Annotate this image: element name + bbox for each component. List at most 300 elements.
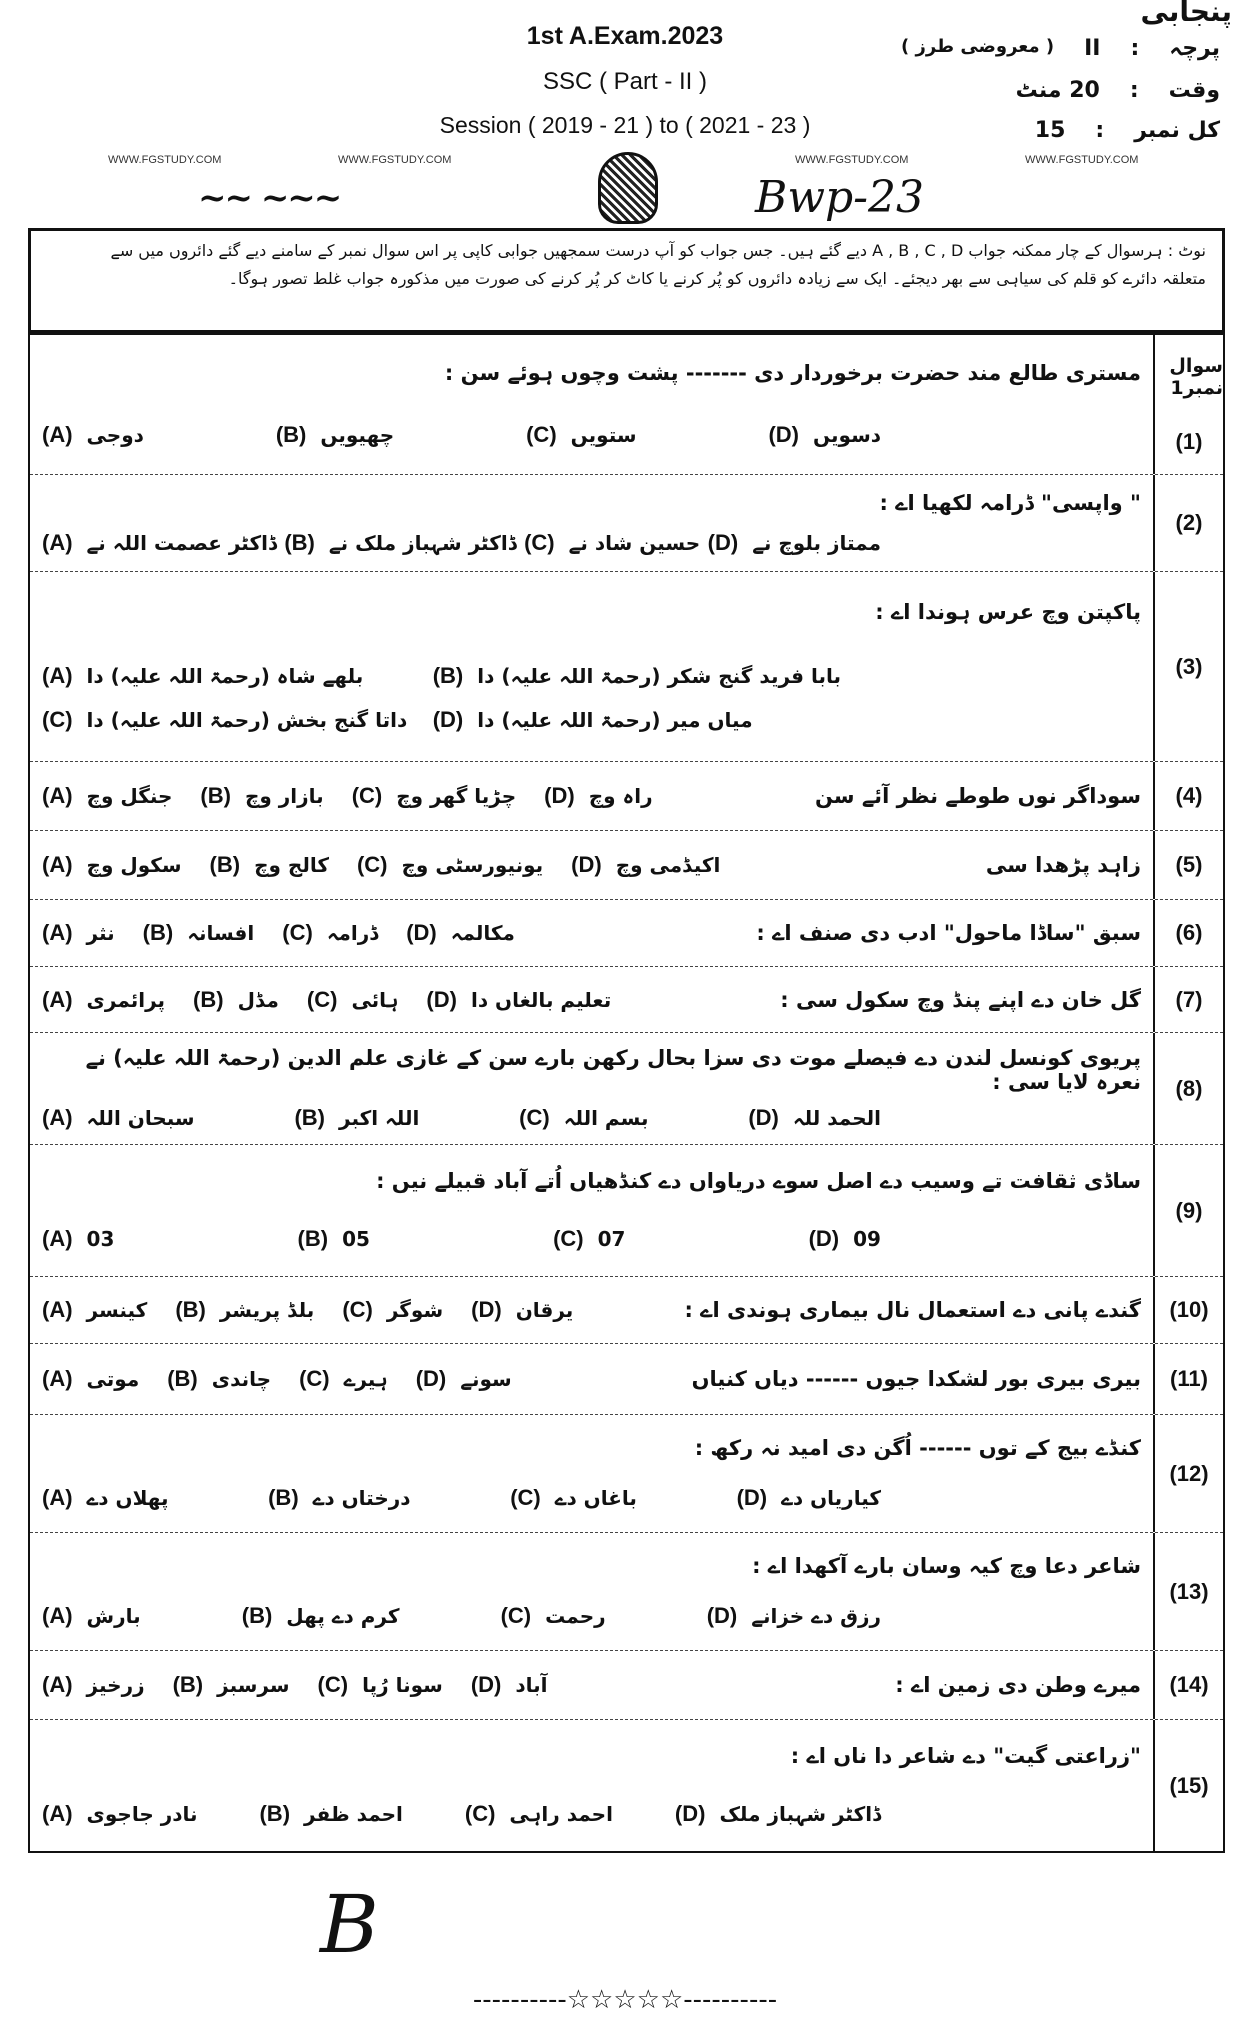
class-label: SSC ( Part - II ) xyxy=(542,68,707,95)
options xyxy=(42,1603,1141,1629)
option-label: (D) xyxy=(808,1225,840,1251)
option-c xyxy=(510,1485,637,1511)
option-text: 09 xyxy=(853,1226,881,1251)
option-label: (B) xyxy=(284,529,315,555)
question-number-text: (6) xyxy=(1175,920,1203,945)
option-label: (D) xyxy=(471,1297,502,1322)
option-a xyxy=(42,1105,195,1131)
option-label: (A) xyxy=(42,1104,73,1130)
options xyxy=(42,422,1141,448)
option-d xyxy=(416,1366,512,1392)
time-label: وقت xyxy=(1168,78,1220,103)
option-label: (C) xyxy=(510,1485,541,1511)
option-c xyxy=(501,1603,606,1629)
question-text: پریوی کونسل لندن دے فیصلے موت دی سزا بحال رکھن بارے سن کے غازی علم الدین (رحمۃ اللہ علیہ) نے نعرہ لایا سی : xyxy=(85,1046,1141,1095)
option-text: پرائمری xyxy=(86,987,166,1012)
option-text: الحمد للہ xyxy=(792,1105,881,1130)
option-b xyxy=(175,1297,314,1323)
option-label: (D) xyxy=(674,1800,706,1826)
option-text: تعلیم بالغاں دا xyxy=(470,987,612,1012)
handwritten-scribble: ~~ ~~~ xyxy=(198,178,341,218)
options xyxy=(42,1672,548,1698)
option-text: ستویں xyxy=(570,422,637,447)
option-label: (A) xyxy=(42,1225,73,1251)
question-body xyxy=(30,1533,1153,1650)
options xyxy=(42,1297,573,1323)
question-number xyxy=(1153,831,1223,899)
option-text: درختاں دے xyxy=(312,1486,411,1511)
question-number xyxy=(1153,1651,1223,1719)
option-a xyxy=(42,663,433,689)
signature: B xyxy=(320,1878,379,1971)
option-label: (C) xyxy=(299,1366,330,1391)
option-b xyxy=(433,663,841,689)
option-label: (C) xyxy=(282,920,313,945)
question-text: سبق "ساڈا ماحول" ادب دی صنف اے : xyxy=(756,921,1141,945)
option-text: بابا فرید گنج شکر (رحمۃ اللہ علیہ) دا xyxy=(477,664,841,689)
option-label: (A) xyxy=(42,986,73,1012)
option-text: نادر جاجوی xyxy=(86,1801,198,1826)
question-body xyxy=(30,475,1153,571)
question-text: شاعر دعا وچ کیہ وسان بارے آکھدا اے : xyxy=(752,1553,1141,1578)
question-number xyxy=(1153,475,1223,571)
question-body xyxy=(30,967,1153,1032)
options xyxy=(42,1485,1141,1511)
option-text: جنگل وچ xyxy=(86,784,173,808)
option-label: (B) xyxy=(193,986,224,1012)
option-a xyxy=(42,783,172,809)
option-text: دسویں xyxy=(813,422,881,447)
option-label: (D) xyxy=(432,707,464,733)
question-text: گل خان دے اپنے پنڈ وچ سکول سی : xyxy=(780,987,1141,1012)
question-body xyxy=(30,1720,1153,1851)
option-c xyxy=(342,1297,443,1323)
option-label: (C) xyxy=(519,1104,550,1130)
question-text: پاکپتن وچ عرس ہوندا اے : xyxy=(875,599,1141,624)
option-text: میاں میر (رحمۃ اللہ علیہ) دا xyxy=(477,708,753,733)
option-b xyxy=(294,1105,419,1131)
option-label: (A) xyxy=(42,1603,73,1629)
question-number-text: (11) xyxy=(1170,1366,1208,1391)
option-label: (A) xyxy=(42,1672,73,1697)
option-d xyxy=(426,987,611,1013)
question-row xyxy=(30,572,1223,762)
option-a xyxy=(42,422,144,448)
options xyxy=(42,1105,1141,1131)
question-number xyxy=(1153,967,1223,1032)
marks-label: کل نمبر xyxy=(1134,118,1220,143)
option-c xyxy=(352,783,516,809)
options xyxy=(42,663,1141,733)
option-b xyxy=(284,530,516,556)
option-text: سونا رُپا xyxy=(362,1673,443,1697)
option-label: (B) xyxy=(200,783,231,808)
option-c xyxy=(519,1105,648,1131)
option-b xyxy=(200,783,323,809)
option-label: (D) xyxy=(470,1672,502,1697)
option-text: موتی xyxy=(86,1367,140,1391)
option-text: یرقان xyxy=(515,1298,574,1322)
option-text: حسین شاد نے xyxy=(568,530,701,555)
option-text: ہیرے xyxy=(343,1367,388,1391)
option-d xyxy=(748,1105,881,1131)
end-stars: ----------☆☆☆☆☆---------- xyxy=(472,1985,778,2015)
question-row xyxy=(30,1277,1223,1344)
option-c xyxy=(526,422,636,448)
option-text: بسم اللہ xyxy=(563,1105,649,1130)
marks-meta xyxy=(1035,118,1220,144)
option-label: (B) xyxy=(241,1603,273,1629)
option-b xyxy=(259,1801,402,1827)
time-meta xyxy=(1016,78,1220,104)
option-b xyxy=(276,422,394,448)
option-a xyxy=(42,1672,145,1698)
subject-title: پنجابی xyxy=(1140,0,1232,28)
paper-type: ( معروضی طرز ) xyxy=(901,36,1055,57)
option-label: (A) xyxy=(42,1366,73,1391)
option-d xyxy=(675,1801,881,1827)
option-label: (B) xyxy=(209,852,241,877)
question-body xyxy=(30,900,1153,966)
option-b xyxy=(167,1366,271,1392)
note-line-1: نوٹ : ہرسوال کے چار ممکنہ جواب A , B , C , D دیے گئے ہیں۔ جس جواب کو آپ درست سمجھیں جوابی کاپی پر اس سوال نمبر کے سامنے دیے گئے دائروں میں سے xyxy=(110,241,1206,260)
question-body xyxy=(30,1344,1153,1414)
option-a xyxy=(42,1801,198,1827)
option-label: (C) xyxy=(317,1672,349,1697)
question-body xyxy=(30,1145,1153,1276)
option-c xyxy=(299,1366,388,1392)
question-row xyxy=(30,1033,1223,1145)
option-label: (B) xyxy=(268,1485,299,1511)
question-text: گندے پانی دے استعمال نال بیماری ہوندی اے : xyxy=(684,1298,1141,1322)
note-line-2: متعلقہ دائرے کو قلم کی سیاہی سے بھر دیجئے۔ ایک سے زیادہ دائروں کو پُر کرنے یا کاٹ کر پُر کرنے کی صورت میں مذکورہ جواب غلط تصور ہوگا۔ xyxy=(228,269,1206,288)
paper-meta xyxy=(901,36,1220,62)
option-d xyxy=(737,1485,881,1511)
option-c xyxy=(318,1672,443,1698)
paper-value: II xyxy=(1084,36,1101,61)
option-label: (A) xyxy=(42,663,73,689)
question-number xyxy=(1153,572,1223,761)
option-d xyxy=(544,783,652,809)
option-text: کیاریاں دے xyxy=(781,1486,881,1511)
option-a xyxy=(42,987,165,1013)
question-number xyxy=(1153,762,1223,830)
option-b xyxy=(173,1672,290,1698)
option-c xyxy=(42,707,433,733)
question-row xyxy=(30,335,1223,475)
option-text: ڈاکٹر شہباز ملک نے xyxy=(328,530,517,555)
question-text: بیری بیری بور لشکدا جیوں ------ دیاں کنیاں xyxy=(691,1367,1141,1391)
marks-value: 15 xyxy=(1034,118,1066,143)
option-label: (C) xyxy=(42,707,73,733)
question-row xyxy=(30,762,1223,831)
option-c xyxy=(357,852,543,878)
option-label: (B) xyxy=(294,1104,325,1130)
option-label: (B) xyxy=(259,1800,291,1826)
question-number xyxy=(1153,335,1223,474)
option-a xyxy=(42,1485,168,1511)
option-label: (D) xyxy=(406,920,437,945)
option-c xyxy=(307,987,399,1013)
option-text: رحمت xyxy=(545,1604,606,1629)
handwritten-code: Bwp-23 xyxy=(755,172,925,223)
question-number-text: (7) xyxy=(1175,986,1203,1012)
question-text: کنڈے بیج کے توں ------ اُگن دی امید نہ رکھ : xyxy=(694,1435,1141,1460)
option-text: نثر xyxy=(86,921,115,945)
question-text: زاہد پڑھدا سی xyxy=(985,853,1141,877)
options xyxy=(42,852,720,878)
option-label: (D) xyxy=(748,1104,779,1130)
question-number-text: (14) xyxy=(1169,1672,1209,1697)
question-number xyxy=(1153,900,1223,966)
options xyxy=(42,783,653,809)
option-label: (B) xyxy=(142,920,174,945)
question-number-text: (13) xyxy=(1169,1578,1209,1604)
question-number-text: (10) xyxy=(1169,1297,1209,1322)
watermark: WWW.FGSTUDY.COM xyxy=(108,154,222,166)
option-a xyxy=(42,530,277,556)
option-text: بازار وچ xyxy=(244,784,324,808)
option-label: (B) xyxy=(172,1672,204,1697)
option-text: آباد xyxy=(515,1673,548,1697)
option-d xyxy=(471,1297,573,1323)
option-text: ڈاکٹر عصمت اللہ نے xyxy=(86,530,277,555)
question-row xyxy=(30,1344,1223,1415)
colon: : xyxy=(1129,78,1139,103)
option-label: (D) xyxy=(706,1603,738,1629)
option-label: (A) xyxy=(42,421,73,447)
option-label: (C) xyxy=(553,1225,584,1251)
option-c xyxy=(282,920,378,946)
option-label: (C) xyxy=(524,529,555,555)
session-label: Session ( 2019 - 21 ) to ( 2021 - 23 ) xyxy=(439,112,811,138)
option-label: (D) xyxy=(707,529,739,555)
option-text: یونیورسٹی وچ xyxy=(401,853,544,877)
option-a xyxy=(42,1226,114,1252)
question-text: سوداگر نوں طوطے نظر آئے سن xyxy=(815,784,1141,808)
question-number xyxy=(1153,1145,1223,1276)
option-text: مکالمہ xyxy=(450,921,515,945)
watermark: WWW.FGSTUDY.COM xyxy=(795,154,909,166)
option-text: رزق دے خزانے xyxy=(751,1604,881,1629)
option-label: (A) xyxy=(42,783,73,808)
option-text: کینسر xyxy=(86,1298,148,1322)
question-row xyxy=(30,1415,1223,1533)
option-text: مڈل xyxy=(237,987,279,1012)
option-label: (A) xyxy=(42,1297,73,1322)
question-body xyxy=(30,762,1153,830)
question-number-text: (12) xyxy=(1169,1460,1209,1486)
question-number-text: (1) xyxy=(1175,428,1203,454)
question-body xyxy=(30,335,1153,474)
question-row xyxy=(30,1533,1223,1651)
question-number-text: (15) xyxy=(1169,1772,1209,1798)
question-number xyxy=(1153,1533,1223,1650)
question-row xyxy=(30,1720,1223,1851)
option-text: سرسبز xyxy=(217,1673,290,1697)
question-row xyxy=(30,1145,1223,1277)
board-logo-icon xyxy=(598,152,658,224)
options xyxy=(42,1366,512,1392)
question-body xyxy=(30,1033,1153,1144)
option-text: شوگر xyxy=(386,1298,444,1322)
option-c xyxy=(524,530,700,556)
option-label: (D) xyxy=(571,852,602,877)
questions-table xyxy=(28,333,1225,1853)
option-c xyxy=(553,1226,625,1252)
option-text: 05 xyxy=(342,1226,370,1251)
option-label: (C) xyxy=(342,1297,373,1322)
option-label: (B) xyxy=(175,1297,206,1322)
question-body xyxy=(30,831,1153,899)
question-number xyxy=(1153,1344,1223,1414)
watermark: WWW.FGSTUDY.COM xyxy=(338,154,452,166)
section-label: سوال نمبر1 xyxy=(1169,354,1223,399)
option-c xyxy=(465,1801,613,1827)
option-b xyxy=(298,1226,370,1252)
option-label: (C) xyxy=(356,852,388,877)
colon: : xyxy=(1095,118,1105,143)
question-body xyxy=(30,572,1153,761)
option-text: ڈاکٹر شہباز ملک xyxy=(719,1801,881,1826)
question-number xyxy=(1153,1277,1223,1343)
paper-label: پرچہ xyxy=(1169,36,1220,61)
option-a xyxy=(42,1366,139,1392)
option-label: (A) xyxy=(42,529,73,555)
option-label: (B) xyxy=(297,1225,329,1251)
option-text: باغاں دے xyxy=(554,1486,637,1511)
option-text: افسانہ xyxy=(187,921,255,945)
option-a xyxy=(42,1297,147,1323)
option-b xyxy=(193,987,279,1013)
option-text: چاندی xyxy=(211,1367,272,1391)
option-text: کالج وچ xyxy=(254,853,329,877)
option-d xyxy=(571,852,720,878)
option-text: احمد ظفر xyxy=(304,1801,403,1826)
option-label: (B) xyxy=(432,663,464,689)
colon: : xyxy=(1130,36,1140,61)
question-row xyxy=(30,1651,1223,1720)
option-d xyxy=(707,1603,881,1629)
option-text: چڑیا گھر وچ xyxy=(396,784,517,808)
option-text: بلھے شاہ (رحمۃ اللہ علیہ) دا xyxy=(86,664,364,689)
question-number-text: (4) xyxy=(1175,783,1203,808)
question-text: میرے وطن دی زمین اے : xyxy=(895,1673,1141,1697)
options xyxy=(42,920,515,946)
option-text: راہ وچ xyxy=(588,784,653,808)
option-text: بلڈ پریشر xyxy=(219,1298,315,1322)
question-number-text: (9) xyxy=(1175,1197,1203,1223)
option-label: (C) xyxy=(306,986,338,1012)
option-label: (C) xyxy=(464,1800,496,1826)
option-label: (D) xyxy=(415,1366,447,1391)
option-b xyxy=(210,852,329,878)
question-row xyxy=(30,831,1223,900)
option-b xyxy=(242,1603,400,1629)
option-label: (A) xyxy=(42,1800,73,1826)
option-d xyxy=(768,422,881,448)
option-text: اللہ اکبر xyxy=(339,1105,420,1130)
option-text: پھلاں دے xyxy=(86,1486,169,1511)
option-label: (D) xyxy=(736,1485,768,1511)
watermark: WWW.FGSTUDY.COM xyxy=(1025,154,1139,166)
option-label: (C) xyxy=(351,783,383,808)
question-number-text: (3) xyxy=(1175,653,1203,679)
options xyxy=(42,1801,1141,1827)
question-number-text: (2) xyxy=(1175,510,1203,535)
option-text: ہائی xyxy=(351,987,399,1012)
question-number xyxy=(1153,1033,1223,1144)
option-a xyxy=(42,1603,141,1629)
question-text: ساڈی ثقافت تے وسیب دے اصل سوے دریاواں دے کنڈھیاں اُتے آباد قبیلے نیں : xyxy=(376,1169,1141,1194)
option-label: (A) xyxy=(42,920,73,945)
option-label: (D) xyxy=(426,986,457,1012)
option-label: (D) xyxy=(544,783,575,808)
option-text: 07 xyxy=(597,1226,626,1251)
exam-title: 1st A.Exam.2023 xyxy=(526,22,724,50)
option-d xyxy=(809,1226,881,1252)
question-number xyxy=(1153,1415,1223,1532)
option-a xyxy=(42,852,182,878)
option-b xyxy=(268,1485,410,1511)
option-label: (A) xyxy=(42,852,73,877)
option-label: (D) xyxy=(768,421,800,447)
question-row xyxy=(30,967,1223,1033)
option-label: (A) xyxy=(42,1485,73,1511)
question-body xyxy=(30,1651,1153,1719)
instructions-note xyxy=(28,228,1225,333)
option-text: بارش xyxy=(86,1604,141,1629)
question-number-text: (8) xyxy=(1175,1075,1203,1101)
time-value: 20 منٹ xyxy=(1015,78,1100,103)
option-label: (B) xyxy=(275,421,307,447)
question-body xyxy=(30,1277,1153,1343)
question-row xyxy=(30,900,1223,967)
options xyxy=(42,987,611,1013)
option-text: سبحان اللہ xyxy=(86,1105,195,1130)
option-d xyxy=(406,920,515,946)
option-text: داتا گنج بخش (رحمۃ اللہ علیہ) دا xyxy=(86,708,408,733)
option-d xyxy=(471,1672,548,1698)
option-text: احمد راہی xyxy=(509,1801,613,1826)
option-text: زرخیز xyxy=(86,1673,145,1697)
option-a xyxy=(42,920,115,946)
option-text: ممتاز بلوچ نے xyxy=(752,530,881,555)
option-b xyxy=(143,920,255,946)
question-text: "زراعتی گیت" دے شاعر دا ناں اے : xyxy=(790,1744,1141,1769)
option-text: دوجی xyxy=(86,422,144,447)
option-text: ڈرامہ xyxy=(326,921,379,945)
option-text: سونے xyxy=(460,1367,512,1391)
question-text: مستری طالع مند حضرت برخوردار دی ------- پشت وچوں ہوئے سن : xyxy=(444,361,1141,386)
option-d xyxy=(708,530,881,556)
option-label: (B) xyxy=(167,1366,198,1391)
option-d xyxy=(433,707,841,733)
option-label: (C) xyxy=(526,421,557,447)
option-text: اکیڈمی وچ xyxy=(615,853,721,877)
question-text: " واپسی" ڈرامہ لکھیا اے : xyxy=(879,490,1141,515)
option-text: کرم دے پھل xyxy=(286,1604,400,1629)
options xyxy=(42,530,1141,556)
option-text: سکول وچ xyxy=(86,853,182,877)
question-number xyxy=(1153,1720,1223,1851)
question-body xyxy=(30,1415,1153,1532)
option-text: چھیویں xyxy=(320,422,395,447)
option-label: (C) xyxy=(500,1603,532,1629)
option-text: 03 xyxy=(86,1226,115,1251)
options xyxy=(42,1226,1141,1252)
question-number-text: (5) xyxy=(1175,852,1203,877)
